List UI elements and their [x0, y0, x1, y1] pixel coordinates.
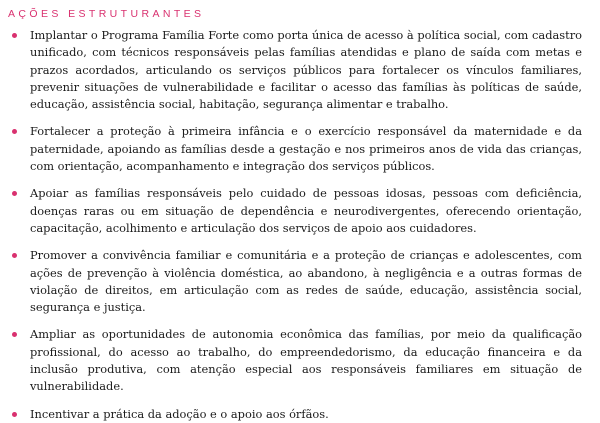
- list-item-text: Promover a convivência familiar e comunitária e a proteção de crianças e adolescentes, com ações de prevenção à violência doméstica, ao abandono, à negligência e a outras formas de violação de direitos, em articulação com as redes de saúde, educação, assistência social, segurança e justiça.: [30, 248, 582, 315]
- list-item-text: Incentivar a prática da adoção e o apoio aos órfãos.: [30, 406, 329, 421]
- bullet-icon: [12, 332, 17, 337]
- list-item: [8, 27, 582, 113]
- bullet-icon: [12, 191, 17, 196]
- list-item: [8, 123, 582, 175]
- list-item-text: Ampliar as oportunidades de autonomia econômica das famílias, por meio da qualificação profissional, do acesso ao trabalho, do empreendedorismo, da educação financeira e da inclusão produtiva, com atenção especial aos responsáveis familiares em situação de vulnerabilidade.: [30, 327, 582, 394]
- list-item: [8, 185, 582, 237]
- list-item: [8, 406, 582, 423]
- list-item-text: Apoiar as famílias responsáveis pelo cuidado de pessoas idosas, pessoas com deficiência, doenças raras ou em situação de dependência e neurodivergentes, oferecendo orientação, capacitação, acolhimento e articulação dos serviços de apoio aos cuidadores.: [30, 186, 582, 235]
- list-item: [8, 247, 582, 316]
- list-item: [8, 326, 582, 395]
- list-item-text: Fortalecer a proteção à primeira infância e o exercício responsável da maternidade e da paternidade, apoiando as famílias desde a gestação e nos primeiros anos de vida das crianças, com orientação, acompanhamento e integração dos serviços públicos.: [30, 124, 582, 174]
- action-list: [8, 27, 582, 423]
- bullet-icon: [12, 33, 17, 38]
- bullet-icon: [12, 412, 17, 417]
- list-item-text: Implantar o Programa Família Forte como porta única de acesso à política social, com cadastro unificado, com técnicos responsáveis pelas famílias atendidas e plano de saída com metas e prazos acordados, articulando os serviços públicos para fortalecer os vínculos familiares, prevenir situações de vulnerabilidade e facilitar o acesso das famílias às políticas de saúde, educação, assistência social, habitação, segurança alimentar e trabalho.: [30, 28, 582, 112]
- section-heading: AÇÕES ESTRUTURANTES: [8, 8, 205, 20]
- bullet-icon: [12, 129, 17, 134]
- bullet-icon: [12, 253, 17, 258]
